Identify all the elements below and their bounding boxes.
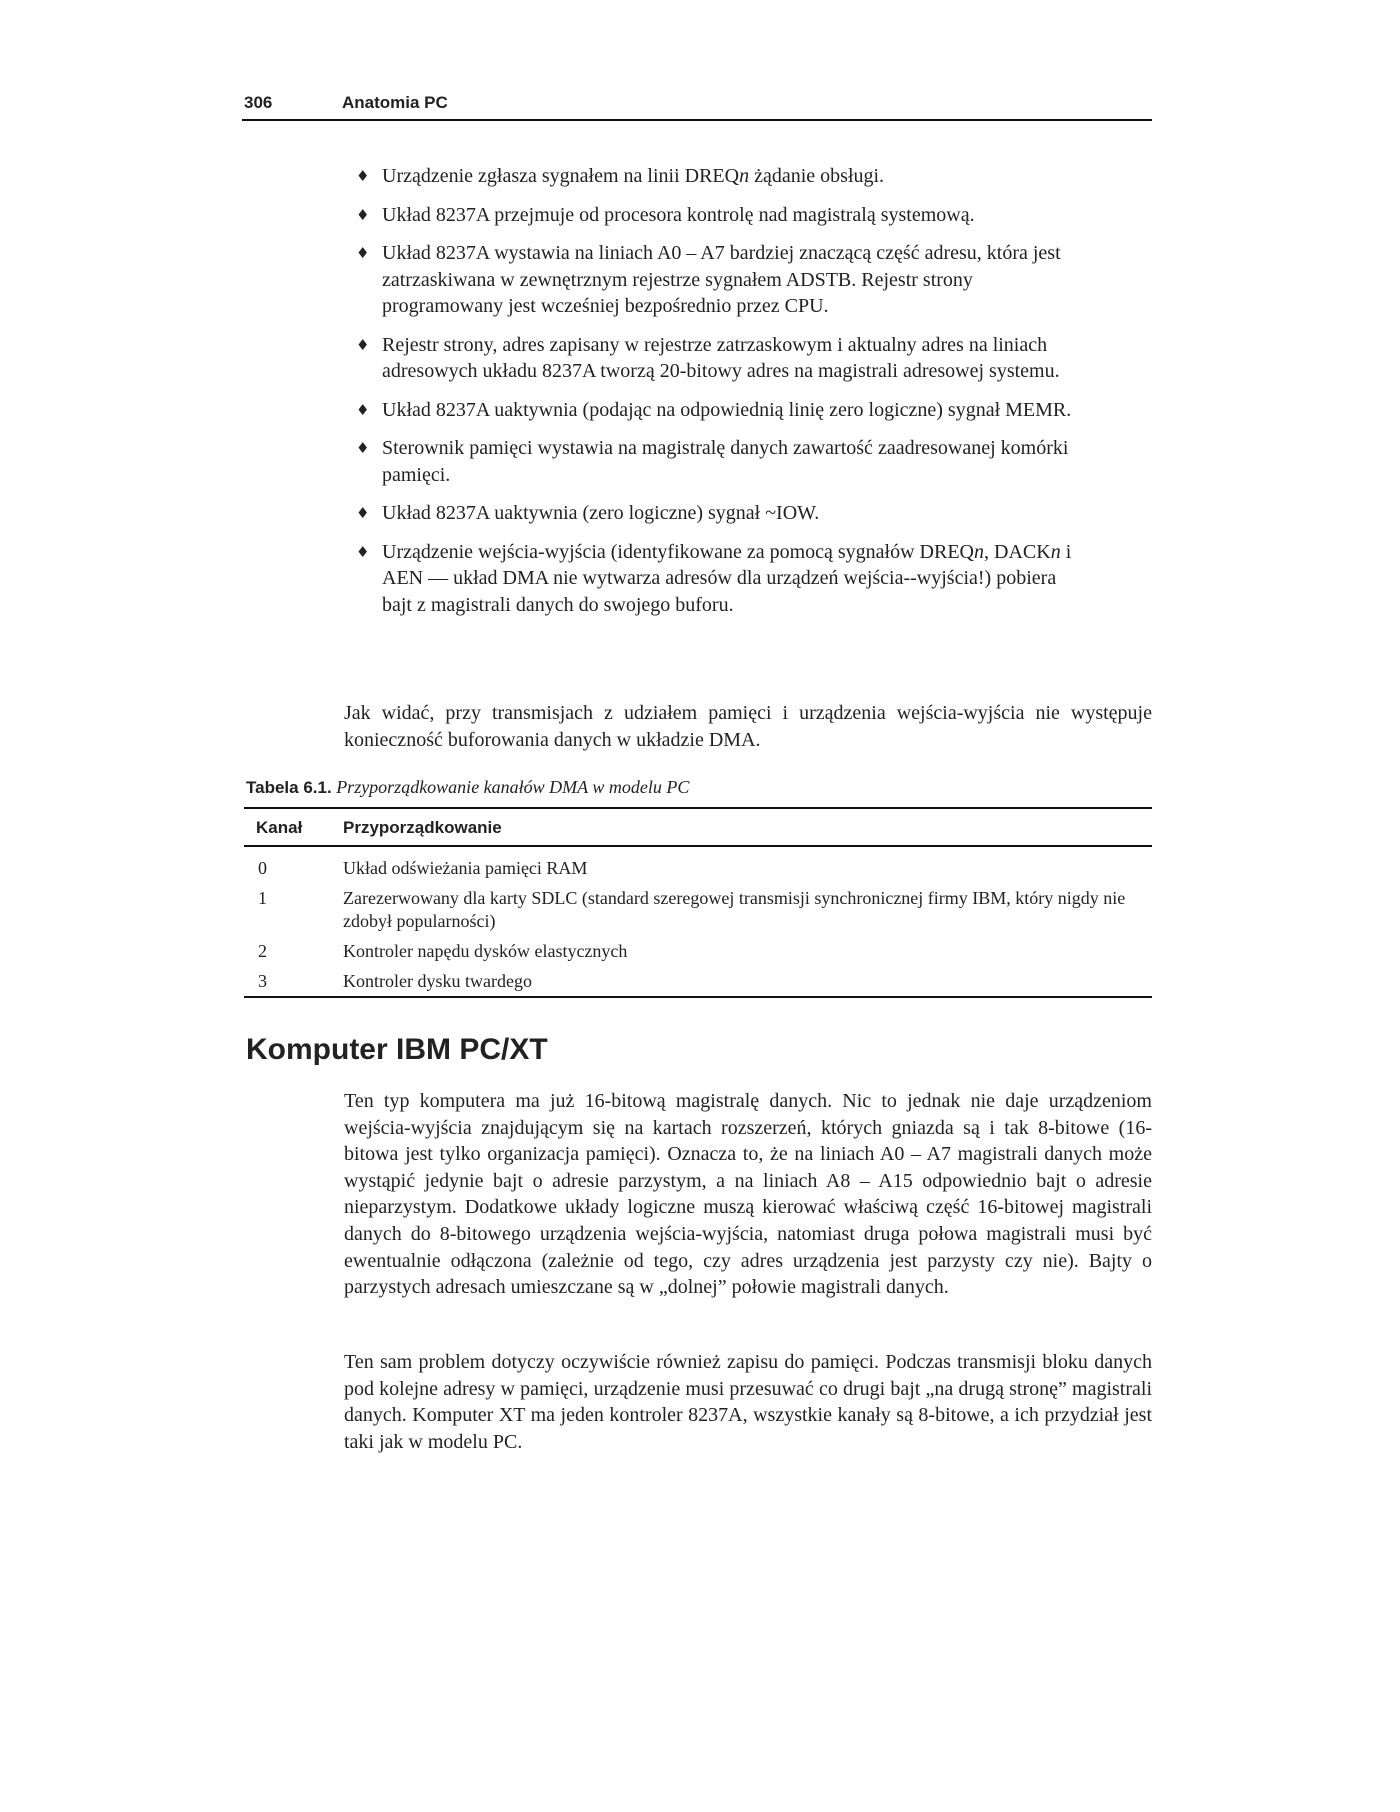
table-row: [244, 966, 1152, 997]
bullet-text: Sterownik pamięci wystawia na magistralę danych zawartość zaadresowanej komórki pamięci.: [382, 437, 1069, 486]
bullet-item: [350, 500, 1090, 527]
table-cell-assignment: Kontroler dysku twardego: [343, 971, 532, 991]
table-header-row: [244, 808, 1152, 846]
column-header-assignment: Przyporządkowanie: [337, 808, 1152, 846]
bullet-text: Układ 8237A uaktywnia (zero logiczne) sygnał ~IOW.: [382, 502, 820, 524]
table-cell-assignment: Układ odświeżania pamięci RAM: [343, 858, 588, 878]
table-row: [244, 936, 1152, 966]
paragraph: Jak widać, przy transmisjach z udziałem pamięci i urządzenia wejścia-wyjścia nie występuje konieczność buforowania danych w układzie DMA.: [344, 702, 1152, 751]
paragraph: Ten sam problem dotyczy oczywiście również zapisu do pamięci. Podczas transmisji bloku danych pod kolejne adresy w pamięci, urządzenie musi przesuwać co drugi bajt „na drugą stronę” magistrali danych. Komputer XT ma jeden kontroler 8237A, wszystkie kanały są 8-bitowe, a ich przydział jest taki jak w modelu PC.: [344, 1351, 1152, 1453]
book-title: Anatomia PC: [342, 93, 448, 112]
diamond-bullet-icon: ♦: [356, 400, 370, 419]
table-caption-title: Przyporządkowanie kanałów DMA w modelu PC: [336, 777, 690, 797]
diamond-bullet-icon: ♦: [356, 335, 370, 354]
italic-text: n: [1050, 540, 1061, 563]
table-cell-channel: 1: [258, 888, 267, 908]
bullet-text: Układ 8237A uaktywnia (podając na odpowiednią linię zero logiczne) sygnał MEMR.: [382, 398, 1072, 421]
bullet-item: [350, 240, 1090, 320]
diamond-bullet-icon: ♦: [356, 542, 370, 561]
table-cell-channel: 3: [258, 971, 267, 991]
dma-channel-table: [244, 807, 1152, 998]
bullet-text: żądanie obsługi.: [749, 165, 885, 187]
diamond-bullet-icon: ♦: [356, 167, 370, 185]
bullet-text: Urządzenie wejścia-wyjścia (identyfikowane za pomocą sygnałów DREQ: [382, 540, 975, 563]
table-row: [244, 883, 1152, 936]
section-heading: Komputer IBM PC/XT: [246, 1033, 548, 1066]
page-number: 306: [244, 93, 273, 112]
table-cell-assignment: Kontroler napędu dysków elastycznych: [343, 941, 628, 961]
diamond-bullet-icon: ♦: [356, 205, 370, 224]
bullet-item: [350, 397, 1090, 424]
bullet-list: [350, 163, 1090, 630]
italic-text: n: [739, 165, 750, 187]
bullet-item: [350, 539, 1090, 619]
bullet-item: [350, 332, 1090, 385]
paragraph: Ten typ komputera ma już 16-bitową magistralę danych. Nic to jednak nie daje urządzeniom wejścia-wyjścia znajdującym się na kartach rozszerzeń, których gniazda są i tak 8-bitowe (16-bitowa jest tylko organizacja pamięci). Oznacza to, że na liniach A0 – A7 magistrali danych może wystąpić jedynie bajt o adresie parzystym, a na liniach A8 – A15 odpowiednio bajt o adresie nieparzystym. Dodatkowe układy logiczne muszą kierować właściwą część 16-bitowej magistrali danych do 8-bitowego urządzenia wejścia-wyjścia, natomiast druga połowa magistrali musi być ewentualnie odłączona (zależnie od tego, czy adres urządzenia jest parzysty czy nie). Bajty o parzystych adresach umieszczane są w „dolnej” połowie magistrali danych.: [344, 1090, 1152, 1299]
table-caption: [246, 777, 689, 798]
diamond-bullet-icon: ♦: [356, 504, 370, 522]
bullet-text: Rejestr strony, adres zapisany w rejestrze zatrzaskowym i aktualny adres na liniach adresowych układu 8237A tworzą 20-bitowy adres na magistrali adresowej systemu.: [382, 333, 1060, 382]
bullet-text: Układ 8237A wystawia na liniach A0 – A7 bardziej znaczącą część adresu, która jest zatrzaskiwana w zewnętrznym rejestrze sygnałem ADSTB. Rejestr strony programowany jest wcześniej bezpośrednio przez CPU.: [382, 242, 1061, 317]
bullet-item: [350, 163, 1090, 190]
bullet-text: , DACK: [984, 540, 1051, 563]
bullet-text: Układ 8237A przejmuje od procesora kontrolę nad magistralą systemową.: [382, 203, 975, 226]
table-cell-assignment: Zarezerwowany dla karty SDLC (standard szeregowej transmisji synchronicznej firmy IBM, który nigdy nie zdobył popularności): [343, 888, 1126, 931]
diamond-bullet-icon: ♦: [356, 439, 370, 457]
running-header: [242, 89, 1152, 121]
bullet-text: Urządzenie zgłasza sygnałem na linii DREQ: [382, 165, 740, 187]
table-cell-channel: 0: [258, 858, 267, 878]
diamond-bullet-icon: ♦: [356, 244, 370, 262]
bullet-text: i AEN — układ DMA nie wytwarza adresów dla urządzeń wejścia--wyjścia!) pobiera bajt z magistrali danych do swojego buforu.: [382, 540, 1072, 616]
bullet-item: [350, 202, 1090, 229]
table-row: [244, 846, 1152, 883]
column-header-channel: Kanał: [244, 808, 337, 846]
bullet-item: [350, 435, 1090, 488]
table-caption-label: Tabela 6.1.: [246, 778, 332, 797]
italic-text: n: [974, 540, 985, 563]
table-cell-channel: 2: [258, 941, 267, 961]
